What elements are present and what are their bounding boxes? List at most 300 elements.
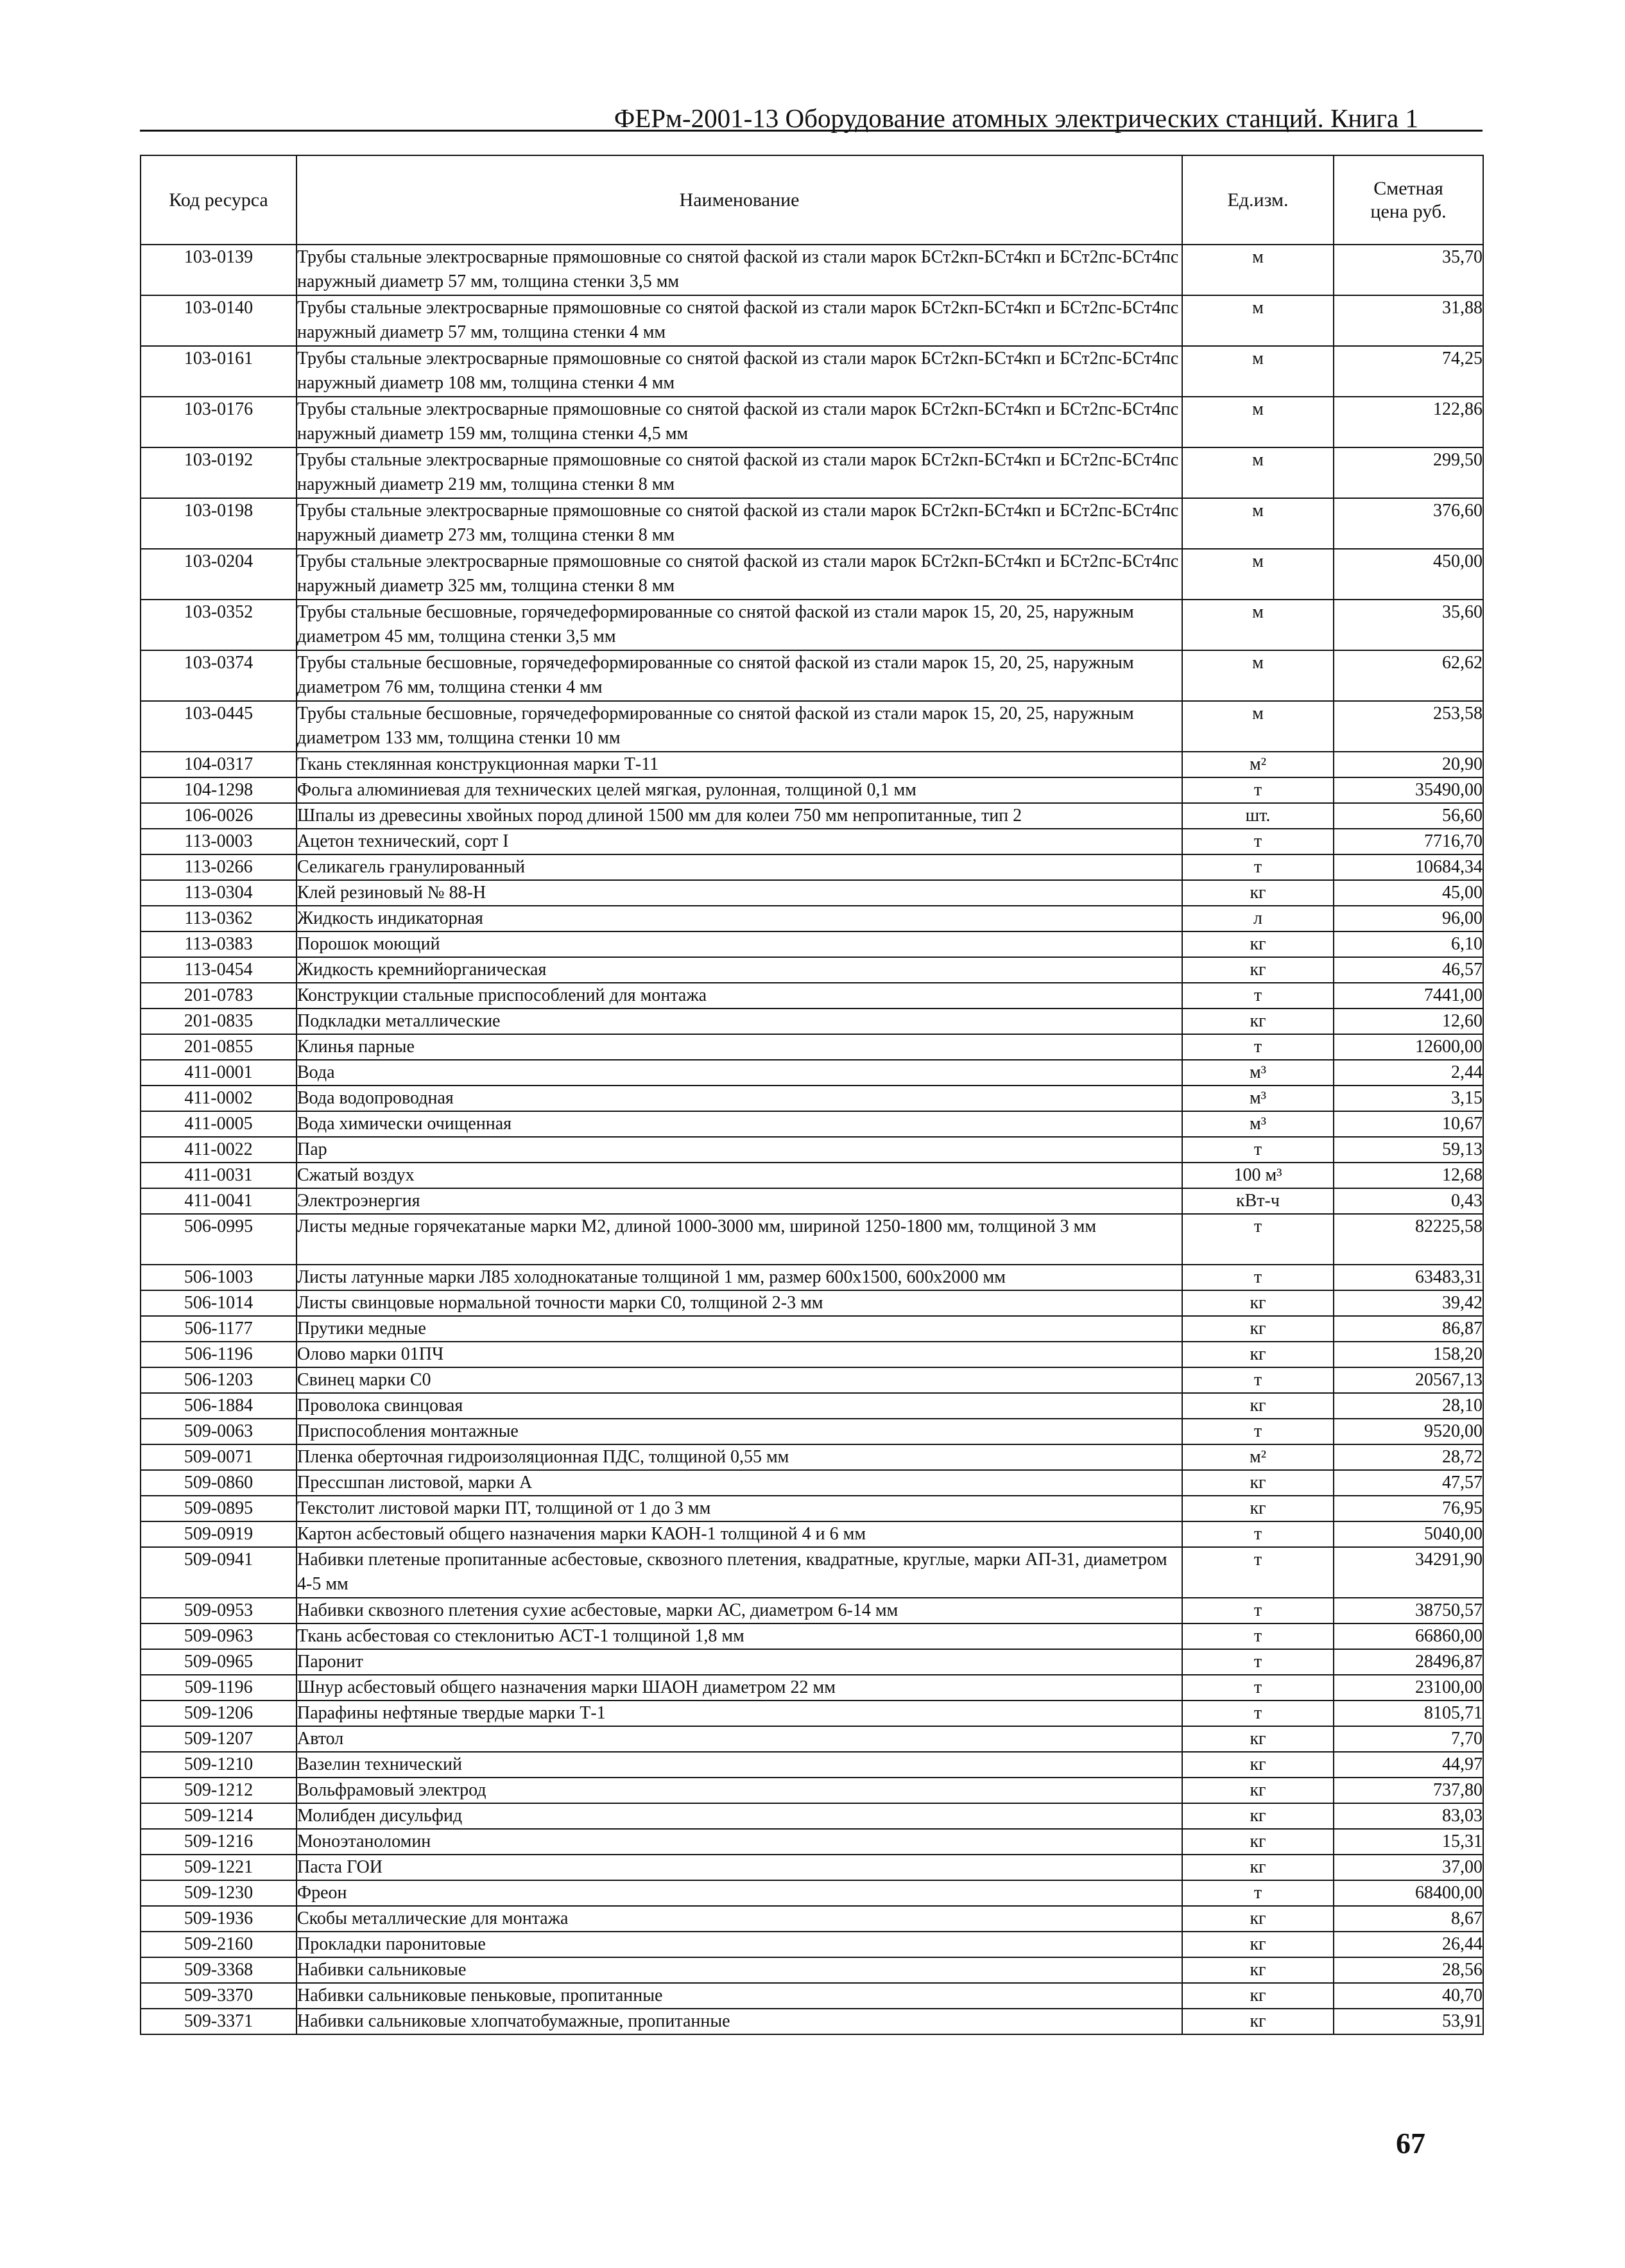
resource-unit: т [1182,1598,1334,1623]
table-row [141,701,1483,752]
resource-price: 96,00 [1334,906,1483,931]
table-row [141,397,1483,447]
resource-name: Трубы стальные электросварные прямошовные со снятой фаской из стали марок БСт2кп-БСт4кп и БСт2пс-БСт4пс наружный диаметр 57 мм, толщина стенки 3,5 мм [297,245,1182,295]
table-header-row [141,155,1483,245]
resource-name: Электроэнергия [297,1188,1182,1214]
resource-code: 411-0041 [141,1188,297,1214]
table-row [141,1906,1483,1932]
resource-unit: кг [1182,1906,1334,1932]
resource-price: 46,57 [1334,957,1483,983]
resource-code: 506-1196 [141,1342,297,1367]
resource-name: Вода водопроводная [297,1086,1182,1111]
table-row [141,1623,1483,1649]
resource-code: 103-0139 [141,245,297,295]
table-row [141,498,1483,549]
resource-price: 47,57 [1334,1470,1483,1496]
resource-code: 509-3368 [141,1957,297,1983]
resource-unit: м [1182,650,1334,701]
table-row [141,1214,1483,1265]
resource-unit: т [1182,1214,1334,1265]
resource-unit: кг [1182,1470,1334,1496]
resource-unit: кг [1182,1342,1334,1367]
resource-code: 411-0001 [141,1060,297,1086]
resource-unit: м² [1182,1444,1334,1470]
resource-code: 509-1230 [141,1880,297,1906]
resource-price: 62,62 [1334,650,1483,701]
resource-code: 104-0317 [141,752,297,777]
table-row [141,1393,1483,1419]
resource-unit: кг [1182,1496,1334,1521]
resource-unit: т [1182,1649,1334,1675]
resource-name: Листы медные горячекатаные марки М2, длиной 1000-3000 мм, шириной 1250-1800 мм, толщиной 3 мм [297,1214,1182,1265]
resource-name: Конструкции стальные приспособлений для монтажа [297,983,1182,1008]
page-number: 67 [1396,2127,1425,2160]
resource-code: 509-1221 [141,1855,297,1880]
resource-unit: м [1182,600,1334,650]
resource-code: 103-0352 [141,600,297,650]
resource-code: 506-1177 [141,1316,297,1342]
resource-unit: 100 м³ [1182,1163,1334,1188]
table-row [141,2009,1483,2034]
resource-code: 506-1884 [141,1393,297,1419]
column-header-unit: Ед.изм. [1182,155,1334,245]
table-body [141,245,1483,2034]
resource-name: Приспособления монтажные [297,1419,1182,1444]
table-row [141,346,1483,397]
resource-unit: кг [1182,931,1334,957]
resource-code: 113-0362 [141,906,297,931]
resource-price: 38750,57 [1334,1598,1483,1623]
table-row [141,880,1483,906]
resource-price: 737,80 [1334,1778,1483,1803]
table-row [141,1675,1483,1701]
resource-name: Паста ГОИ [297,1855,1182,1880]
resource-name: Пар [297,1137,1182,1163]
resource-name: Трубы стальные электросварные прямошовные со снятой фаской из стали марок БСт2кп-БСт4кп и БСт2пс-БСт4пс наружный диаметр 219 мм, толщина стенки 8 мм [297,447,1182,498]
resource-unit: м³ [1182,1086,1334,1111]
table-row [141,752,1483,777]
table-row [141,1367,1483,1393]
resource-code: 113-0454 [141,957,297,983]
resource-price: 37,00 [1334,1855,1483,1880]
resource-code: 509-1214 [141,1803,297,1829]
resource-code: 411-0031 [141,1163,297,1188]
resource-name: Шнур асбестовый общего назначения марки ШАОН диаметром 22 мм [297,1675,1182,1701]
resource-name: Вода химически очищенная [297,1111,1182,1137]
resource-price: 63483,31 [1334,1265,1483,1290]
resource-name: Прутики медные [297,1316,1182,1342]
resource-price: 34291,90 [1334,1547,1483,1598]
table-row [141,1957,1483,1983]
resource-price: 122,86 [1334,397,1483,447]
resource-code: 411-0002 [141,1086,297,1111]
table-row [141,803,1483,829]
resource-price: 0,43 [1334,1188,1483,1214]
resource-price: 2,44 [1334,1060,1483,1086]
resource-name: Картон асбестовый общего назначения марки КАОН-1 толщиной 4 и 6 мм [297,1521,1182,1547]
resource-price: 83,03 [1334,1803,1483,1829]
resource-price: 12,60 [1334,1008,1483,1034]
resource-price: 10684,34 [1334,854,1483,880]
table-row [141,1290,1483,1316]
resource-name: Скобы металлические для монтажа [297,1906,1182,1932]
resource-unit: кг [1182,1726,1334,1752]
resource-name: Ткань асбестовая со стеклонитью АСТ-1 толщиной 1,8 мм [297,1623,1182,1649]
resource-unit: м [1182,498,1334,549]
table-row [141,1086,1483,1111]
resource-price: 68400,00 [1334,1880,1483,1906]
table-row [141,1752,1483,1778]
resource-name: Подкладки металлические [297,1008,1182,1034]
column-header-price: Сметная цена руб. [1334,155,1483,245]
resource-code: 509-1212 [141,1778,297,1803]
header-rule [140,130,1483,132]
resource-price: 450,00 [1334,549,1483,600]
resource-price: 20,90 [1334,752,1483,777]
resource-code: 113-0266 [141,854,297,880]
resource-unit: м [1182,447,1334,498]
table-row [141,650,1483,701]
table-row [141,1444,1483,1470]
resource-unit: т [1182,1265,1334,1290]
resource-unit: м [1182,295,1334,346]
resource-unit: кг [1182,957,1334,983]
resource-price: 7716,70 [1334,829,1483,854]
resource-price: 35,60 [1334,600,1483,650]
resource-price: 12600,00 [1334,1034,1483,1060]
resource-code: 113-0003 [141,829,297,854]
table-row [141,829,1483,854]
resource-code: 411-0022 [141,1137,297,1163]
resource-unit: т [1182,983,1334,1008]
resource-name: Клей резиновый № 88-Н [297,880,1182,906]
table-row [141,1137,1483,1163]
resource-price: 12,68 [1334,1163,1483,1188]
resource-name: Фреон [297,1880,1182,1906]
table-row [141,1111,1483,1137]
resource-code: 509-1196 [141,1675,297,1701]
table-row [141,1649,1483,1675]
resource-name: Трубы стальные бесшовные, горячедеформированные со снятой фаской из стали марок 15, 20, 25, наружным диаметром 45 мм, толщина стенки 3,5 мм [297,600,1182,650]
resource-unit: м [1182,549,1334,600]
table-row [141,1932,1483,1957]
table-row [141,1034,1483,1060]
resource-name: Паронит [297,1649,1182,1675]
table-row [141,1470,1483,1496]
table-row [141,600,1483,650]
resource-code: 509-0965 [141,1649,297,1675]
resource-code: 509-0860 [141,1470,297,1496]
resource-price: 26,44 [1334,1932,1483,1957]
resource-unit: л [1182,906,1334,931]
table-row [141,906,1483,931]
resource-code: 103-0192 [141,447,297,498]
resource-price: 59,13 [1334,1137,1483,1163]
table-row [141,1598,1483,1623]
table-row [141,295,1483,346]
resource-code: 506-1003 [141,1265,297,1290]
resource-code: 103-0374 [141,650,297,701]
table-row [141,447,1483,498]
resource-price: 28,72 [1334,1444,1483,1470]
table-row [141,1496,1483,1521]
resource-unit: кг [1182,1316,1334,1342]
resource-price: 35490,00 [1334,777,1483,803]
resource-price: 10,67 [1334,1111,1483,1137]
resource-code: 103-0176 [141,397,297,447]
resource-unit: кг [1182,1983,1334,2009]
resource-unit: т [1182,777,1334,803]
table-row [141,1701,1483,1726]
resource-code: 103-0198 [141,498,297,549]
resource-code: 106-0026 [141,803,297,829]
table-row [141,854,1483,880]
resource-name: Сжатый воздух [297,1163,1182,1188]
resource-name: Свинец марки С0 [297,1367,1182,1393]
table-row [141,931,1483,957]
resource-name: Текстолит листовой марки ПТ, толщиной от 1 до 3 мм [297,1496,1182,1521]
resource-name: Вольфрамовый электрод [297,1778,1182,1803]
resource-unit: м [1182,701,1334,752]
resource-code: 509-0071 [141,1444,297,1470]
resource-name: Трубы стальные электросварные прямошовные со снятой фаской из стали марок БСт2кп-БСт4кп и БСт2пс-БСт4пс наружный диаметр 273 мм, толщина стенки 8 мм [297,498,1182,549]
resource-name: Моноэтаноломин [297,1829,1182,1855]
resource-price: 23100,00 [1334,1675,1483,1701]
table-row [141,1265,1483,1290]
resource-name: Шпалы из древесины хвойных пород длиной 1500 мм для колеи 750 мм непропитанные, тип 2 [297,803,1182,829]
resource-price: 28496,87 [1334,1649,1483,1675]
resource-unit: кг [1182,880,1334,906]
resource-name: Листы латунные марки Л85 холоднокатаные толщиной 1 мм, размер 600х1500, 600х2000 мм [297,1265,1182,1290]
resource-name: Прокладки паронитовые [297,1932,1182,1957]
resource-name: Молибден дисульфид [297,1803,1182,1829]
resource-name: Ткань стеклянная конструкционная марки Т-11 [297,752,1182,777]
resource-price: 45,00 [1334,880,1483,906]
resource-price: 82225,58 [1334,1214,1483,1265]
resource-name: Набивки сальниковые хлопчатобумажные, пропитанные [297,2009,1182,2034]
resource-name: Автол [297,1726,1182,1752]
resource-code: 103-0445 [141,701,297,752]
resource-price: 76,95 [1334,1496,1483,1521]
resource-unit: т [1182,1367,1334,1393]
resource-code: 509-0895 [141,1496,297,1521]
table-row [141,1163,1483,1188]
table-row [141,1803,1483,1829]
table-row [141,549,1483,600]
resource-name: Вазелин технический [297,1752,1182,1778]
resource-code: 506-0995 [141,1214,297,1265]
table-row [141,1880,1483,1906]
resource-name: Трубы стальные бесшовные, горячедеформированные со снятой фаской из стали марок 15, 20, 25, наружным диаметром 133 мм, толщина стенки 10 мм [297,701,1182,752]
table-row [141,777,1483,803]
resource-code: 509-0953 [141,1598,297,1623]
resource-name: Порошок моющий [297,931,1182,957]
resource-code: 509-0941 [141,1547,297,1598]
resource-unit: т [1182,1623,1334,1649]
resource-name: Проволока свинцовая [297,1393,1182,1419]
resource-price: 253,58 [1334,701,1483,752]
resource-unit: м [1182,397,1334,447]
resource-unit: т [1182,1521,1334,1547]
resource-name: Фольга алюминиевая для технических целей мягкая, рулонная, толщиной 0,1 мм [297,777,1182,803]
resource-code: 509-1207 [141,1726,297,1752]
resource-unit: кг [1182,1290,1334,1316]
resource-price: 6,10 [1334,931,1483,957]
resource-price: 44,97 [1334,1752,1483,1778]
resource-unit: кг [1182,1829,1334,1855]
resource-unit: т [1182,1547,1334,1598]
resource-name: Трубы стальные бесшовные, горячедеформированные со снятой фаской из стали марок 15, 20, 25, наружным диаметром 76 мм, толщина стенки 4 мм [297,650,1182,701]
table-row [141,957,1483,983]
resource-price: 28,10 [1334,1393,1483,1419]
resource-code: 509-0063 [141,1419,297,1444]
resource-price: 40,70 [1334,1983,1483,2009]
resource-code: 113-0383 [141,931,297,957]
resource-price: 8,67 [1334,1906,1483,1932]
resource-unit: т [1182,1675,1334,1701]
resource-price: 20567,13 [1334,1367,1483,1393]
resource-code: 509-3371 [141,2009,297,2034]
resource-code: 509-1210 [141,1752,297,1778]
resource-name: Жидкость индикаторная [297,906,1182,931]
resource-code: 506-1203 [141,1367,297,1393]
resource-unit: м³ [1182,1111,1334,1137]
resource-unit: т [1182,1880,1334,1906]
table-row [141,1778,1483,1803]
resource-unit: м³ [1182,1060,1334,1086]
resource-price: 86,87 [1334,1316,1483,1342]
table-row [141,1419,1483,1444]
resource-code: 411-0005 [141,1111,297,1137]
resource-name: Набивки сквозного плетения сухие асбестовые, марки АС, диаметром 6-14 мм [297,1598,1182,1623]
resource-price: 53,91 [1334,2009,1483,2034]
resource-code: 509-2160 [141,1932,297,1957]
resource-code: 506-1014 [141,1290,297,1316]
resource-name: Ацетон технический, сорт I [297,829,1182,854]
table-row [141,1521,1483,1547]
resource-unit: м [1182,346,1334,397]
resource-name: Вода [297,1060,1182,1086]
resource-unit: кг [1182,1752,1334,1778]
resource-unit: кг [1182,1778,1334,1803]
resource-price: 7,70 [1334,1726,1483,1752]
resource-name: Пленка оберточная гидроизоляционная ПДС, толщиной 0,55 мм [297,1444,1182,1470]
table-row [141,1829,1483,1855]
table-row [141,1060,1483,1086]
resource-price-table [140,155,1484,2035]
resource-name: Трубы стальные электросварные прямошовные со снятой фаской из стали марок БСт2кп-БСт4кп и БСт2пс-БСт4пс наружный диаметр 325 мм, толщина стенки 8 мм [297,549,1182,600]
resource-price: 8105,71 [1334,1701,1483,1726]
resource-code: 509-3370 [141,1983,297,2009]
resource-unit: т [1182,1034,1334,1060]
resource-price: 9520,00 [1334,1419,1483,1444]
resource-unit: кг [1182,2009,1334,2034]
resource-name: Клинья парные [297,1034,1182,1060]
table-row [141,1188,1483,1214]
resource-price: 39,42 [1334,1290,1483,1316]
resource-price: 56,60 [1334,803,1483,829]
resource-name: Трубы стальные электросварные прямошовные со снятой фаской из стали марок БСт2кп-БСт4кп и БСт2пс-БСт4пс наружный диаметр 159 мм, толщина стенки 4,5 мм [297,397,1182,447]
resource-name: Набивки плетеные пропитанные асбестовые, сквозного плетения, квадратные, круглые, марки АП-31, диаметром 4-5 мм [297,1547,1182,1598]
column-header-name: Наименование [297,155,1182,245]
resource-name: Жидкость кремнийорганическая [297,957,1182,983]
resource-unit: т [1182,1701,1334,1726]
resource-price: 74,25 [1334,346,1483,397]
resource-code: 509-1216 [141,1829,297,1855]
resource-price: 31,88 [1334,295,1483,346]
resource-unit: шт. [1182,803,1334,829]
resource-unit: кг [1182,1393,1334,1419]
table-row [141,1316,1483,1342]
resource-price: 35,70 [1334,245,1483,295]
resource-code: 509-0919 [141,1521,297,1547]
resource-unit: кг [1182,1803,1334,1829]
resource-unit: кг [1182,1008,1334,1034]
resource-price: 66860,00 [1334,1623,1483,1649]
resource-price: 7441,00 [1334,983,1483,1008]
table-row [141,1726,1483,1752]
resource-name: Прессшпан листовой, марки А [297,1470,1182,1496]
resource-name: Олово марки 01ПЧ [297,1342,1182,1367]
table-row [141,245,1483,295]
table-row [141,1983,1483,2009]
resource-code: 103-0161 [141,346,297,397]
resource-price: 376,60 [1334,498,1483,549]
document-title: ФЕРм-2001-13 Оборудование атомных электрических станций. Книга 1 [614,103,1418,133]
resource-price: 3,15 [1334,1086,1483,1111]
resource-name: Трубы стальные электросварные прямошовные со снятой фаской из стали марок БСт2кп-БСт4кп и БСт2пс-БСт4пс наружный диаметр 108 мм, толщина стенки 4 мм [297,346,1182,397]
resource-name: Парафины нефтяные твердые марки Т-1 [297,1701,1182,1726]
resource-name: Набивки сальниковые пеньковые, пропитанные [297,1983,1182,2009]
resource-unit: кг [1182,1957,1334,1983]
resource-price: 299,50 [1334,447,1483,498]
resource-unit: м² [1182,752,1334,777]
resource-code: 113-0304 [141,880,297,906]
resource-unit: кВт-ч [1182,1188,1334,1214]
resource-unit: т [1182,1419,1334,1444]
resource-code: 509-0963 [141,1623,297,1649]
resource-name: Селикагель гранулированный [297,854,1182,880]
table-row [141,1547,1483,1598]
resource-unit: кг [1182,1932,1334,1957]
resource-price: 5040,00 [1334,1521,1483,1547]
resource-unit: т [1182,854,1334,880]
table-row [141,1008,1483,1034]
resource-code: 201-0855 [141,1034,297,1060]
resource-price: 28,56 [1334,1957,1483,1983]
resource-code: 201-0835 [141,1008,297,1034]
resource-unit: м [1182,245,1334,295]
resource-code: 509-1206 [141,1701,297,1726]
resource-code: 103-0204 [141,549,297,600]
column-header-code: Код ресурса [141,155,297,245]
table-row [141,1855,1483,1880]
table-row [141,983,1483,1008]
resource-price: 15,31 [1334,1829,1483,1855]
resource-price: 158,20 [1334,1342,1483,1367]
resource-name: Листы свинцовые нормальной точности марки С0, толщиной 2-3 мм [297,1290,1182,1316]
table-row [141,1342,1483,1367]
resource-unit: т [1182,1137,1334,1163]
resource-code: 104-1298 [141,777,297,803]
resource-code: 103-0140 [141,295,297,346]
resource-unit: кг [1182,1855,1334,1880]
resource-name: Набивки сальниковые [297,1957,1182,1983]
resource-code: 201-0783 [141,983,297,1008]
resource-unit: т [1182,829,1334,854]
resource-code: 509-1936 [141,1906,297,1932]
resource-name: Трубы стальные электросварные прямошовные со снятой фаской из стали марок БСт2кп-БСт4кп и БСт2пс-БСт4пс наружный диаметр 57 мм, толщина стенки 4 мм [297,295,1182,346]
